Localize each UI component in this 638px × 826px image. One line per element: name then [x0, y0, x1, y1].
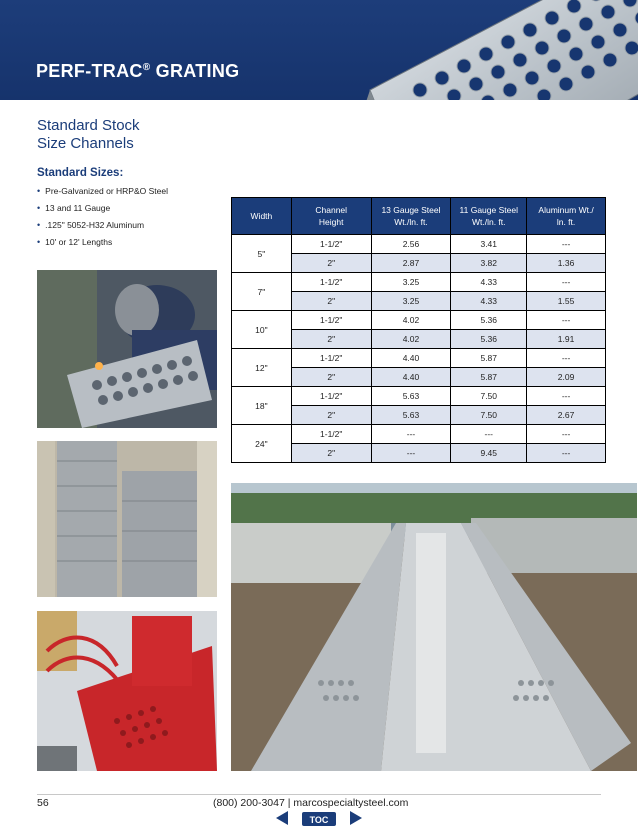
list-item: • .125" 5052-H32 Aluminum — [37, 220, 145, 230]
width-cell: 7" — [232, 273, 292, 311]
table-cell: 2" — [291, 330, 371, 349]
right-arrow-icon[interactable] — [350, 811, 362, 825]
table-row — [232, 387, 606, 406]
table-cell: --- — [527, 311, 606, 330]
list-item: • Pre-Galvanized or HRP&O Steel — [37, 186, 168, 196]
header-aluminum: Aluminum Wt./ ln. ft. — [527, 198, 606, 235]
table-cell: 2.09 — [527, 368, 606, 387]
table-cell: --- — [527, 425, 606, 444]
page-number: 56 — [37, 797, 49, 809]
table-row — [232, 349, 606, 368]
section-title: Standard Stock Size Channels — [37, 117, 140, 152]
table-cell: 4.33 — [451, 273, 527, 292]
standard-sizes-heading: Standard Sizes: — [37, 167, 124, 179]
table-cell: 1-1/2" — [291, 311, 371, 330]
table-cell: 1-1/2" — [291, 425, 371, 444]
railcar-walkway-photo — [231, 483, 637, 771]
table-cell: 4.40 — [371, 349, 451, 368]
table-cell: 4.02 — [371, 311, 451, 330]
red-equipment-photo — [37, 611, 217, 771]
table-cell: 1.91 — [527, 330, 606, 349]
table-cell: --- — [371, 425, 451, 444]
table-cell: --- — [527, 387, 606, 406]
toc-label: TOC — [309, 815, 329, 825]
table-cell: 1-1/2" — [291, 387, 371, 406]
width-cell: 12" — [232, 349, 292, 387]
page-header — [0, 0, 638, 100]
table-cell: 2" — [291, 444, 371, 463]
table-cell: 5.36 — [451, 311, 527, 330]
table-cell: 5.87 — [451, 349, 527, 368]
table-cell: 3.82 — [451, 254, 527, 273]
table-cell: 5.36 — [451, 330, 527, 349]
table-cell: 2" — [291, 368, 371, 387]
grating-hero-image — [350, 0, 638, 100]
table-cell: 5.87 — [451, 368, 527, 387]
table-row — [232, 235, 606, 254]
table-cell: --- — [371, 444, 451, 463]
welding-photo — [37, 270, 217, 428]
table-cell: 1-1/2" — [291, 273, 371, 292]
table-cell: 1.36 — [527, 254, 606, 273]
table-cell: 7.50 — [451, 406, 527, 425]
width-cell: 18" — [232, 387, 292, 425]
table-cell: 2.56 — [371, 235, 451, 254]
table-cell: 1-1/2" — [291, 235, 371, 254]
header-13-gauge: 13 Gauge Steel Wt./ln. ft. — [371, 198, 451, 235]
table-cell: 4.40 — [371, 368, 451, 387]
table-cell: 4.02 — [371, 330, 451, 349]
toc-button[interactable] — [276, 810, 362, 826]
list-item: • 13 and 11 Gauge — [37, 203, 111, 213]
header-width: Width — [232, 198, 292, 235]
table-row — [232, 273, 606, 292]
width-cell: 24" — [232, 425, 292, 463]
page-title: PERF-TRAC® GRATING — [36, 61, 240, 81]
table-cell: 2" — [291, 254, 371, 273]
table-cell: --- — [527, 349, 606, 368]
header-11-gauge: 11 Gauge Steel Wt./ln. ft. — [451, 198, 527, 235]
contact-info[interactable]: (800) 200-3047 | marcospecialtysteel.com — [213, 797, 409, 809]
table-cell: --- — [451, 425, 527, 444]
table-cell: 3.25 — [371, 292, 451, 311]
width-cell: 10" — [232, 311, 292, 349]
stair-grating-photo — [37, 441, 217, 597]
left-arrow-icon[interactable] — [276, 811, 288, 825]
table-cell: 2" — [291, 406, 371, 425]
table-cell: 3.41 — [451, 235, 527, 254]
channel-size-table — [231, 197, 606, 463]
table-cell: 9.45 — [451, 444, 527, 463]
table-cell: --- — [527, 235, 606, 254]
table-header-row — [232, 198, 606, 235]
table-cell: 4.33 — [451, 292, 527, 311]
table-cell: 1-1/2" — [291, 349, 371, 368]
table-cell: 3.25 — [371, 273, 451, 292]
standard-sizes-list — [37, 185, 168, 253]
table-cell: 2.67 — [527, 406, 606, 425]
table-cell: --- — [527, 273, 606, 292]
table-row — [232, 311, 606, 330]
table-cell: 2.87 — [371, 254, 451, 273]
table-cell: 2" — [291, 292, 371, 311]
table-cell: 5.63 — [371, 387, 451, 406]
table-cell: 7.50 — [451, 387, 527, 406]
table-row — [232, 425, 606, 444]
table-cell: 5.63 — [371, 406, 451, 425]
width-cell: 5" — [232, 235, 292, 273]
list-item: • 10' or 12' Lengths — [37, 237, 113, 247]
footer-divider — [37, 794, 601, 795]
table-cell: 1.55 — [527, 292, 606, 311]
table-cell: --- — [527, 444, 606, 463]
header-channel-height: Channel Height — [291, 198, 371, 235]
